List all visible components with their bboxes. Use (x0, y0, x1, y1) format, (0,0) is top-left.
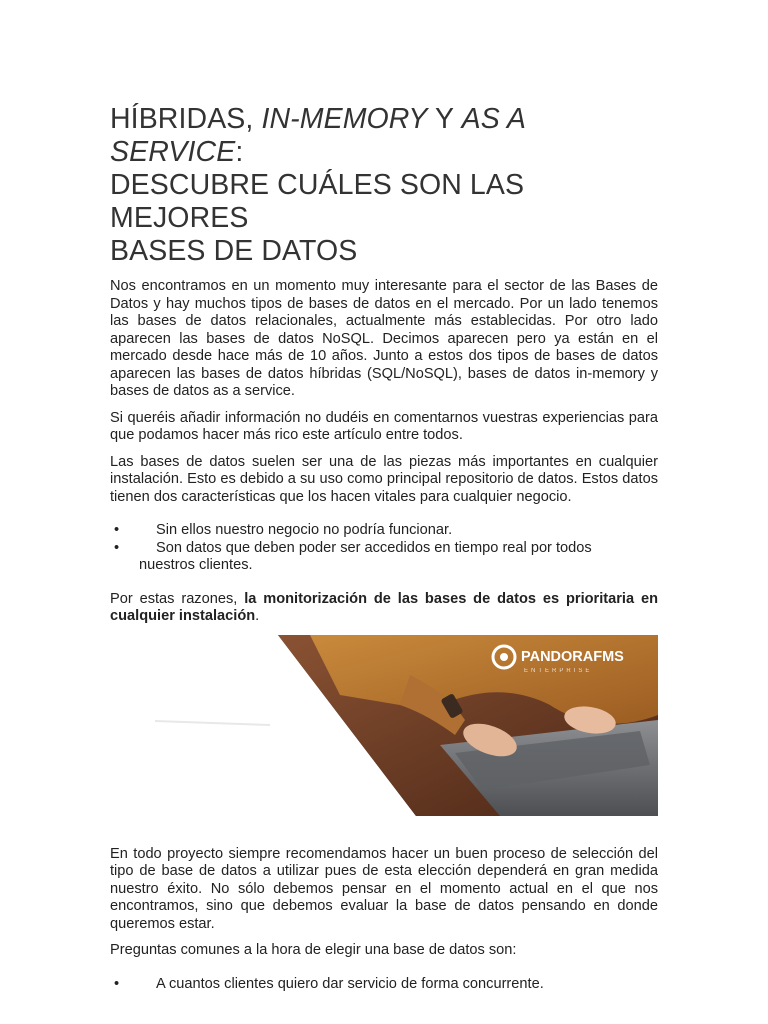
questions-intro-paragraph: Preguntas comunes a la hora de elegir una base de datos son: (110, 942, 517, 958)
list-item (110, 522, 658, 540)
list-item-text: A cuantos clientes quiero dar servicio de forma concurrente. (156, 975, 544, 992)
logo-text: PANDORAFMS (521, 648, 624, 665)
title-segment: HÍBRIDAS, (110, 103, 262, 135)
characteristics-list (110, 522, 658, 575)
title-italic-segment: IN-MEMORY (261, 103, 428, 135)
hero-illustration (110, 635, 658, 816)
list-item (110, 976, 658, 994)
logo-subtext: ENTERPRISE (524, 667, 593, 674)
paragraph-text: Por estas razones, (110, 590, 245, 607)
list-item-text: Son datos que deben poder ser accedidos en tiempo real por todos (156, 539, 592, 556)
title-segment: : (235, 136, 244, 168)
questions-list (110, 976, 658, 994)
paragraph-text: . (255, 608, 260, 624)
selection-paragraph: En todo proyecto siempre recomendamos hacer un buen proceso de selección del tipo de base de datos a utilizar pues de esta elección dependerá en gran medida nuestro éxito. No sólo debemos pensar en el momento actual en el que nos encontramos, sino que debemos evaluar la base de datos pensando en donde queremos estar. (110, 845, 658, 932)
emphasis-text: la monitorización de las bases de datos es prioritaria en cualquier instalación (110, 590, 659, 624)
bullet-glyph: • (114, 539, 120, 556)
monitoring-paragraph (110, 591, 658, 626)
title-line: DESCUBRE CUÁLES SON LAS MEJORES (110, 169, 525, 234)
list-item-text: Sin ellos nuestro negocio no podría funcionar. (156, 522, 453, 538)
article-title (110, 103, 658, 268)
comment-invite-paragraph: Si queréis añadir información no dudéis en comentarnos vuestras experiencias para que podamos hacer más rico este artículo entre todos. (110, 409, 658, 443)
title-italic-segment: AS A SERVICE (110, 103, 525, 168)
list-item-text-continued: nuestros clientes. (139, 557, 253, 573)
importance-paragraph: Las bases de datos suelen ser una de las piezas más importantes en cualquier instalación. Esto es debido a su uso como principal repositorio de datos. Estos datos tienen dos características que los hacen vitales para cualquier negocio. (110, 453, 658, 505)
title-line: BASES DE DATOS (110, 235, 358, 267)
title-segment: Y (427, 103, 462, 135)
faint-stroke (155, 721, 270, 725)
bullet-glyph: • (114, 975, 120, 992)
article-content (110, 103, 658, 1009)
hero-image (110, 635, 658, 816)
list-item (110, 540, 658, 575)
bullet-glyph: • (114, 522, 120, 538)
intro-paragraph: Nos encontramos en un momento muy interesante para el sector de las Bases de Datos y hay muchos tipos de bases de datos en el mercado. Por un lado tenemos las bases de datos relacionales, actualmente más establecidas. Por otro lado aparecen las bases de datos NoSQL. Decimos aparecen pero ya están en el mercado desde hace más de 10 años. Junto a estos dos tipos de bases de datos aparecen las bases de datos híbridas (SQL/NoSQL), bases de datos in-memory y bases de datos as a service. (110, 278, 658, 399)
